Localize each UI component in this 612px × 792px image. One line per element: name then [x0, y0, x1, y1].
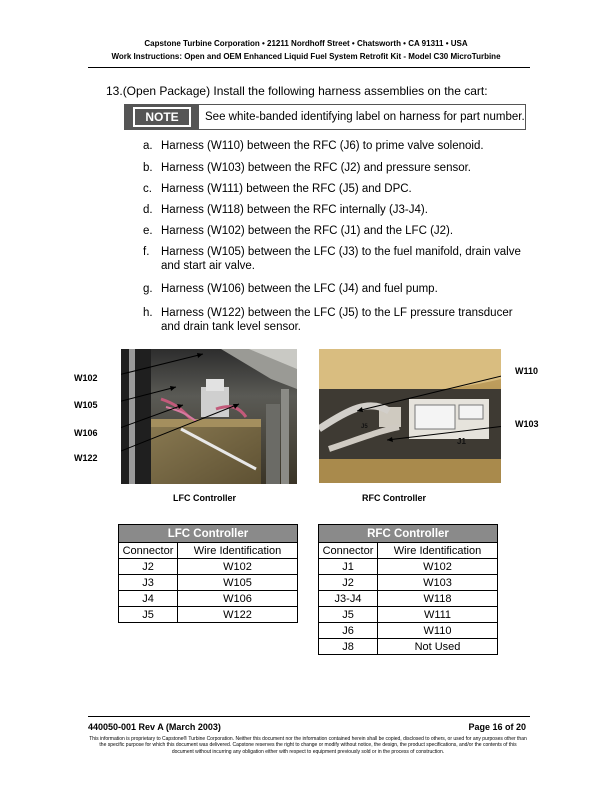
callout-w106: W106: [74, 428, 98, 438]
table-title: RFC Controller: [319, 525, 498, 543]
item-text: Harness (W122) between the LFC (J5) to the LF pressure transducer and drain tank level sensor.: [161, 307, 513, 333]
table-title: LFC Controller: [119, 525, 298, 543]
item-letter: h.: [143, 307, 153, 319]
item-letter: b.: [143, 162, 153, 174]
lfc-photo-art: [121, 349, 297, 484]
table-cell: J5: [319, 607, 378, 623]
table-cell: W103: [378, 575, 498, 591]
table-cell: J6: [319, 623, 378, 639]
callout-w105: W105: [74, 400, 98, 410]
rfc-caption: RFC Controller: [362, 493, 426, 503]
list-item: [143, 139, 523, 153]
table-row: [319, 607, 498, 623]
table-cell: J1: [319, 559, 378, 575]
table-cell: W110: [378, 623, 498, 639]
header-title: Work Instructions: Open and OEM Enhanced Liquid Fuel System Retrofit Kit - Model C30 MicroTurbine: [111, 52, 501, 61]
table-cell: W105: [178, 575, 298, 591]
item-text: Harness (W103) between the RFC (J2) and pressure sensor.: [161, 162, 471, 174]
list-item: [143, 245, 523, 273]
list-item: [143, 306, 523, 334]
list-item: [143, 282, 523, 296]
list-item: [143, 161, 523, 175]
column-header: Wire Identification: [378, 543, 498, 559]
table-cell: W106: [178, 591, 298, 607]
table-cell: W122: [178, 607, 298, 623]
note-box: [124, 104, 526, 130]
harness-list: [143, 139, 523, 334]
header-address: Capstone Turbine Corporation • 21211 Nordhoff Street • Chatsworth • CA 91311 • USA: [144, 39, 468, 48]
table-cell: W118: [378, 591, 498, 607]
photo-label-j1: J1: [457, 437, 466, 446]
item-letter: a.: [143, 140, 153, 152]
table-row: [119, 559, 298, 575]
document-number: 440050-001 Rev A (March 2003): [88, 722, 221, 732]
step-text: (Open Package) Install the following harness assemblies on the cart:: [122, 84, 488, 98]
item-text: Harness (W105) between the LFC (J3) to the fuel manifold, drain valve and start air valve.: [161, 246, 521, 272]
item-letter: f.: [143, 246, 150, 258]
step-13: [106, 84, 488, 98]
table-cell: J4: [119, 591, 178, 607]
item-letter: d.: [143, 204, 153, 216]
table-cell: J5: [119, 607, 178, 623]
table-cell: W102: [378, 559, 498, 575]
item-text: Harness (W106) between the LFC (J4) and fuel pump.: [161, 283, 438, 295]
rfc-connector-table: [318, 524, 498, 655]
table-cell: W111: [378, 607, 498, 623]
page-number: Page 16 of 20: [468, 722, 526, 732]
note-text: See white-banded identifying label on harness for part number.: [205, 111, 525, 123]
table-row: [119, 607, 298, 623]
lfc-controller-photo: [121, 349, 297, 484]
column-header: Connector: [319, 543, 378, 559]
list-item: [143, 224, 523, 238]
list-item: [143, 182, 523, 196]
table-row: [319, 591, 498, 607]
rfc-controller-photo: [319, 349, 501, 483]
list-item: [143, 203, 523, 217]
item-text: Harness (W118) between the RFC internally (J3-J4).: [161, 204, 428, 216]
table-cell: J3: [119, 575, 178, 591]
item-letter: e.: [143, 225, 153, 237]
table-cell: J8: [319, 639, 378, 655]
callout-w102: W102: [74, 373, 98, 383]
proprietary-notice: This information is proprietary to Capstone® Turbine Corporation. Neither this document nor the information contained herein shall be copied, disclosed to others, or used for any purposes other than the specific purpose for which this document was delivered. Capstone reserves the right to change or modify without notice, the design, the product specifications, and/or the contents of this document without incurring any obligation either with respect to equipment previously sold or in the process of construction.: [89, 736, 527, 755]
note-label: NOTE: [133, 107, 190, 127]
item-text: Harness (W102) between the RFC (J1) and the LFC (J2).: [161, 225, 454, 237]
footer-divider: [88, 716, 530, 717]
table-cell: Not Used: [378, 639, 498, 655]
table-row: [119, 591, 298, 607]
table-cell: J2: [319, 575, 378, 591]
table-cell: J2: [119, 559, 178, 575]
column-header: Connector: [119, 543, 178, 559]
callout-w122: W122: [74, 453, 98, 463]
item-text: Harness (W111) between the RFC (J5) and DPC.: [161, 183, 412, 195]
table-row: [319, 623, 498, 639]
callout-w103: W103: [515, 419, 539, 429]
table-row: [319, 639, 498, 655]
rfc-photo-art: [319, 349, 501, 483]
header-divider: [88, 67, 530, 68]
table-row: [119, 575, 298, 591]
callout-w110: W110: [515, 366, 539, 376]
table-cell: J3-J4: [319, 591, 378, 607]
table-cell: W102: [178, 559, 298, 575]
table-row: [319, 575, 498, 591]
table-row: [319, 559, 498, 575]
column-header: Wire Identification: [178, 543, 298, 559]
item-letter: c.: [143, 183, 152, 195]
photo-label-j5: J5: [361, 424, 368, 430]
item-letter: g.: [143, 283, 153, 295]
item-text: Harness (W110) between the RFC (J6) to prime valve solenoid.: [161, 140, 484, 152]
step-number: 13.: [106, 84, 123, 98]
lfc-connector-table: [118, 524, 298, 623]
note-badge: [125, 105, 199, 129]
lfc-caption: LFC Controller: [173, 493, 236, 503]
